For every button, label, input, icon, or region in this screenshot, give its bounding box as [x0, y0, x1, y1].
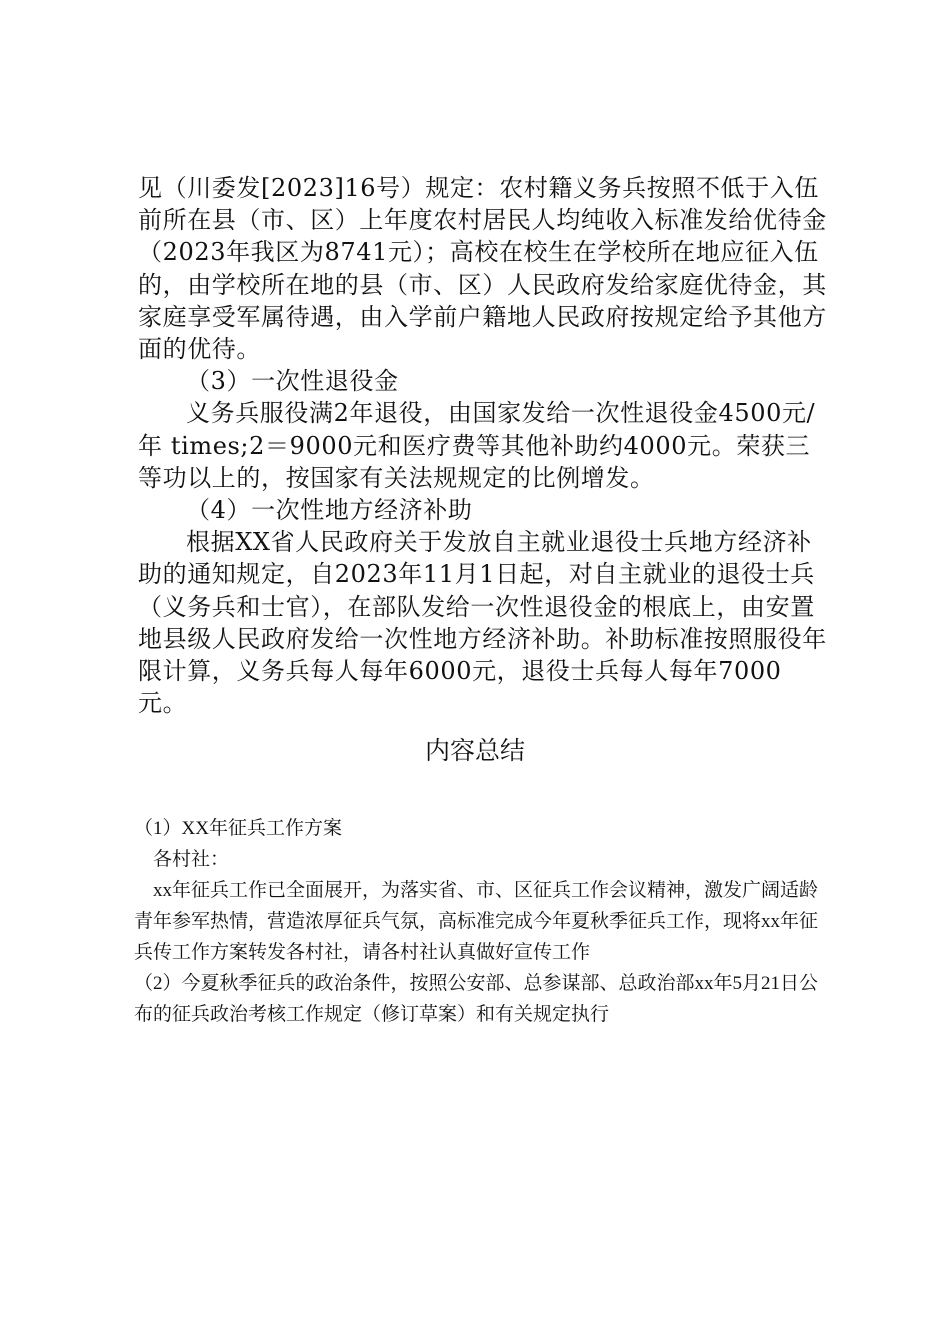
summary-title: 内容总结: [424, 736, 525, 765]
paragraph-preferential-treatment: 见（川委发[2023]16号）规定：农村籍义务兵按照不低于入伍前所在县（市、区）上年度农村居民人均纯收入标准发给优待金（2023年我区为8741元）；高校在校生在学校所在地应征入伍的，由学校所在地的县（市、区）人民政府发给家庭优待金，其家庭享受军属待遇，由入学前户籍地人民政府按规定给予其他方面的优待。: [138, 174, 827, 364]
summary-line: （1）XX年征兵工作方案: [134, 818, 342, 839]
heading-local-subsidy: （4）一次性地方经济补助: [186, 496, 473, 525]
paragraph-local-subsidy: 根据XX省人民政府关于发放自主就业退役士兵地方经济补助的通知规定，自2023年11月1日起，对自主就业的退役士兵（义务兵和士官），在部队发给一次性退役金的根底上，由安置地县级人民政府发给一次性地方经济补助。补助标准按照服役年限计算，义务兵每人每年6000元，退役士兵每人每年7000元。: [138, 528, 827, 718]
summary-section: [134, 813, 834, 1030]
summary-line: xx年征兵工作已全面展开，为落实省、市、区征兵工作会议精神，激发广阔适龄青年参军热情，营造浓厚征兵气氛，高标准完成今年夏秋季征兵工作，现将xx年征兵传工作方案转发各村社，请各村社认真做好宣传工作: [134, 880, 819, 963]
paragraph-retirement-pay: 义务兵服役满2年退役，由国家发给一次性退役金4500元/年 times;2＝9000元和医疗费等其他补助约4000元。荣获三等功以上的，按国家有关法规规定的比例增发。: [138, 399, 816, 492]
heading-retirement-pay: （3）一次性退役金: [186, 367, 399, 396]
summary-line: 各村社：: [153, 849, 230, 870]
summary-line: （2）今夏秋季征兵的政治条件，按照公安部、总参谋部、总政治部xx年5月21日公布的征兵政治考核工作规定（修订草案）和有关规定执行: [134, 973, 819, 1025]
document-body: [138, 172, 828, 719]
